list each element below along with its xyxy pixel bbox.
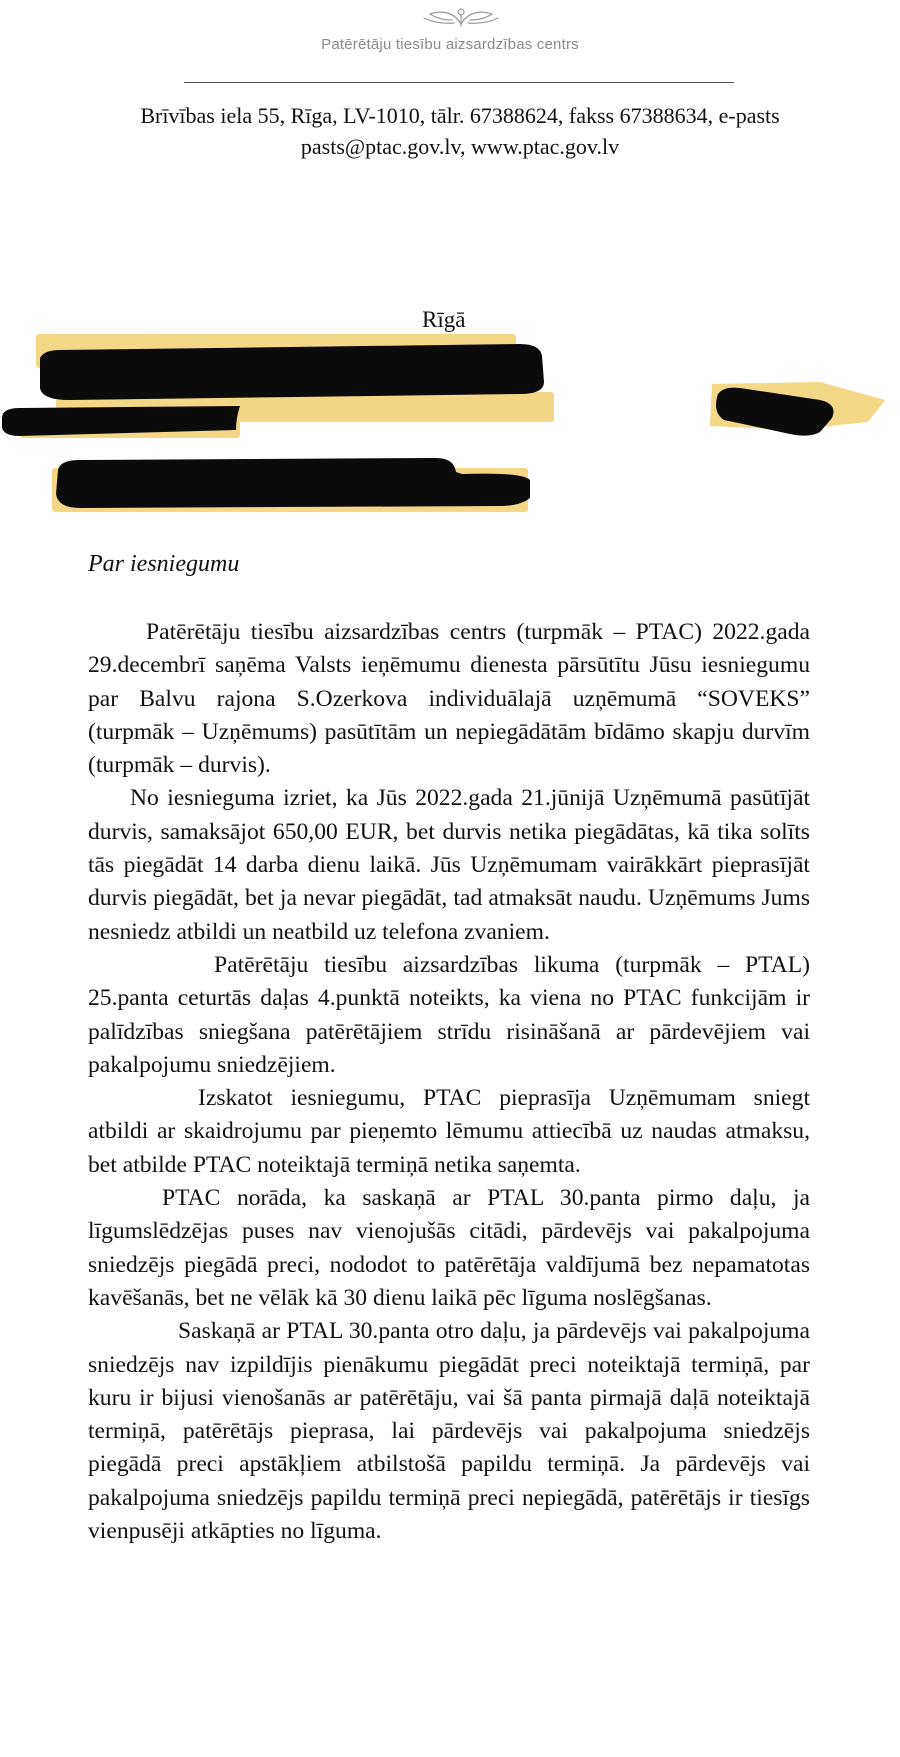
letter-subject: Par iesniegumu [88,551,240,577]
redaction-recipient-block [0,322,900,532]
letter-body [88,616,810,1548]
contact-details: Brīvības iela 55, Rīga, LV-1010, tālr. 67388624, fakss 67388634, e-pasts pasts@ptac.gov.lv, www.ptac.gov.lv [140,103,780,159]
body-paragraph: Patērētāju tiesību aizsardzības centrs (turpmāk – PTAC) 2022.gada 29.decembrī saņēma Valsts ieņēmumu dienesta pārsūtītu Jūsu iesniegumu par Balvu rajona S.Ozerkova individuālajā uzņēmumā “SOVEKS” (turpmāk – Uzņēmums) pasūtītām un nepiegādātām bīdāmo skapju durvīm (turpmāk – durvis). [88,619,810,779]
body-paragraph: Saskaņā ar PTAL 30.panta otro daļu, ja pārdevējs vai pakalpojuma sniedzējs nav izpildījis pienākumu piegādāt preci noteiktajā termiņā, par kuru ir bijusi vienošanās ar patērētāju, vai šā panta pirmajā daļā noteiktajā termiņā, patērētājs pieprasa, lai pārdevējs vai pakalpojuma sniedzējs piegādā preci apstākļiem atbilstošā papildu termiņā. Ja pārdevējs vai pakalpojuma sniedzējs papildu termiņā preci nepiegādā, patērētājs ir tiesīgs vienpusēji atkāpties no līguma. [88,1318,810,1545]
body-paragraph: No iesnieguma izriet, ka Jūs 2022.gada 21.jūnijā Uzņēmumā pasūtījāt durvis, samaksājot 650,00 EUR, bet durvis netika piegādātas, kā tika solīts tās piegādāt 14 darba dienu laikā. Jūs Uzņēmumam vairākkārt pieprasījāt durvis piegādāt, bet ja nevar piegādāt, tad atmaksāt naudu. Uzņēmums Jums nesniedz atbildi un neatbild uz telefona zvaniem. [88,785,810,945]
ornament-emblem-icon [416,4,506,30]
body-paragraph: Patērētāju tiesību aizsardzības likuma (turpmāk – PTAL) 25.panta ceturtās daļas 4.punktā noteikts, ka viena no PTAC funkcijām ir palīdzības sniegšana patērētājiem strīdu risināšanā ar pārdevējiem vai pakalpojumu sniedzējiem. [88,951,810,1078]
header-divider [184,82,734,83]
body-paragraph: PTAC norāda, ka saskaņā ar PTAL 30.panta pirmo daļu, ja līgumslēdzējas puses nav vienojušās citādi, pārdevējs vai pakalpojuma sniedzējs piegādā preci, nododot to patērētāja valdījumā bez nepamatotas kavēšanās, bet ne vēlāk kā 30 dienu laikā pēc līguma noslēgšanas. [88,1185,810,1311]
letter-place: Rīgā [422,307,466,332]
body-paragraph: Izskatot iesniegumu, PTAC pieprasīja Uzņēmumam sniegt atbildi ar skaidrojumu par pieņemto lēmumu attiecībā uz naudas atmaksu, bet atbilde PTAC noteiktajā termiņā netika saņemta. [88,1085,810,1178]
organization-name: Patērētāju tiesību aizsardzības centrs [321,36,579,53]
